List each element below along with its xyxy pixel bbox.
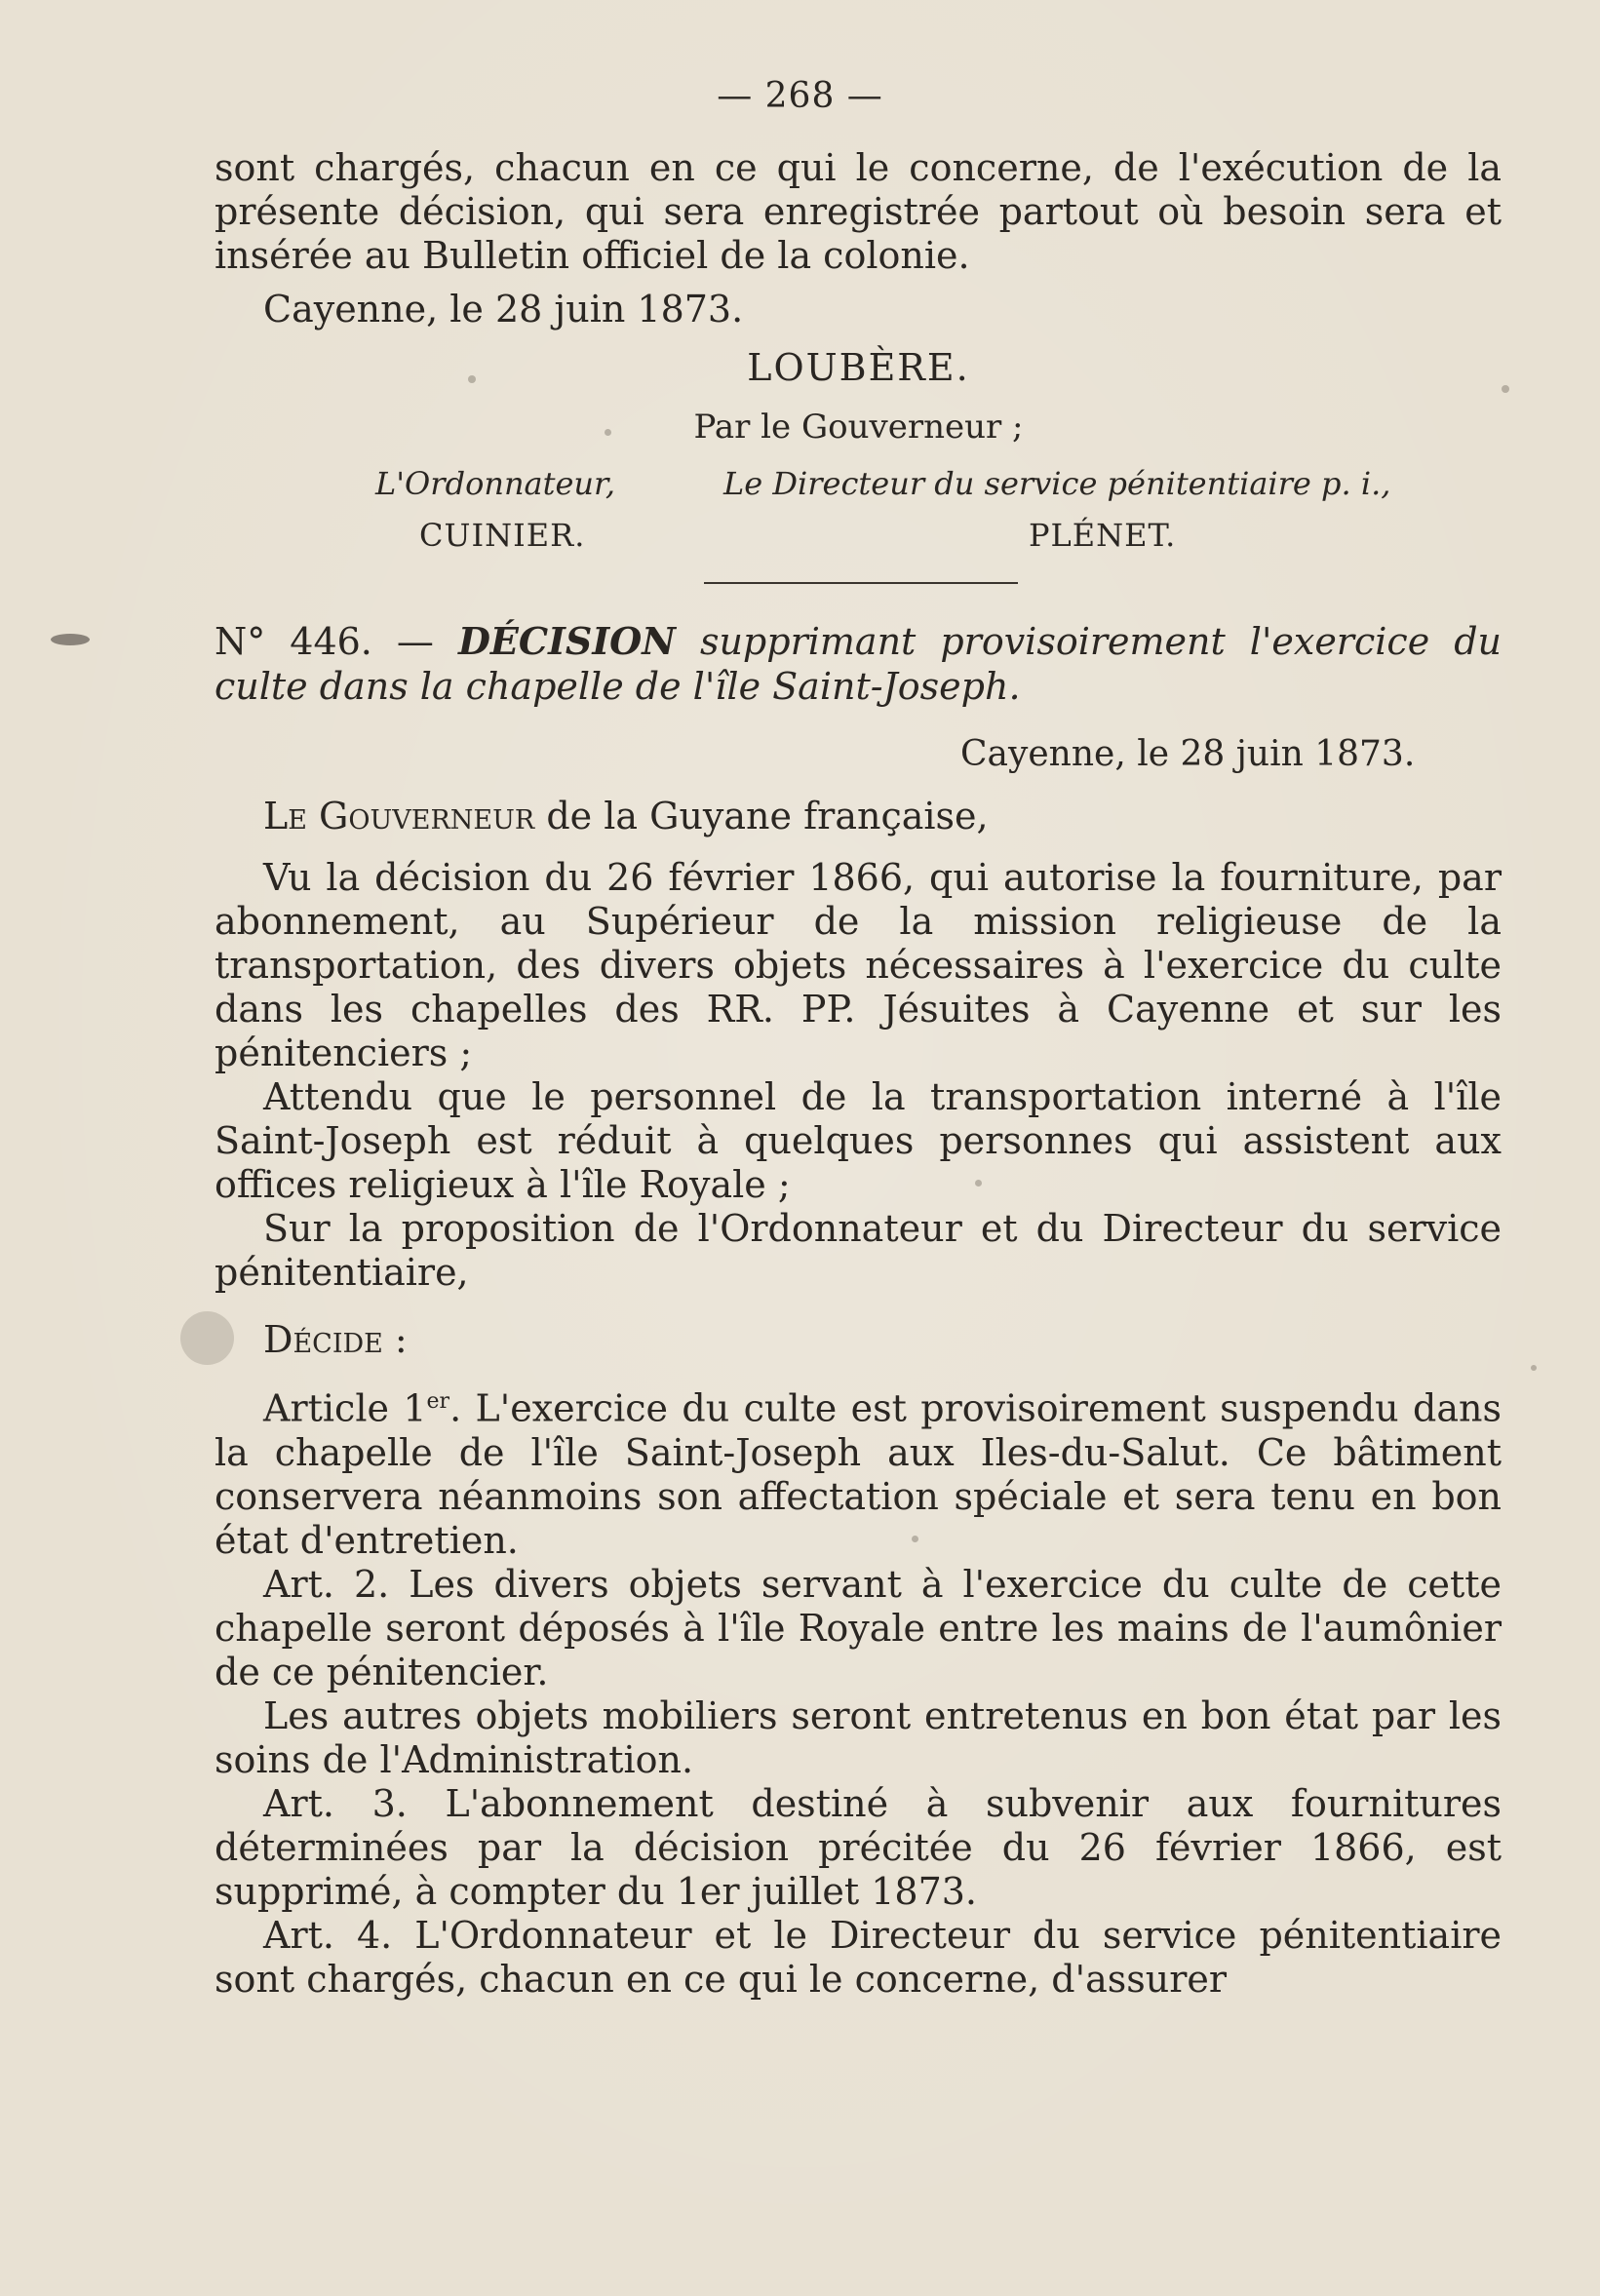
scan-speck bbox=[975, 1180, 982, 1187]
scan-speck bbox=[605, 429, 611, 436]
decision-number: N° 446. bbox=[215, 620, 372, 663]
article-paragraph bbox=[215, 1914, 1502, 2002]
section-divider bbox=[704, 582, 1018, 584]
intro-paragraph-block bbox=[215, 146, 1502, 278]
authority-block bbox=[215, 795, 1502, 838]
decision-title-rest: supprimant provisoirement l'exercice du culte dans la chapelle de l'île Saint-Joseph. bbox=[215, 620, 1502, 708]
article-label: Article 1 bbox=[263, 1386, 427, 1430]
decision-keyword: DÉCISION bbox=[457, 619, 676, 663]
article-paragraph bbox=[215, 1380, 1502, 1563]
decision-heading-block bbox=[215, 619, 1502, 709]
scan-smudge bbox=[180, 1311, 234, 1365]
right-signatory-title: Le Directeur du service pénitentiaire p. i., bbox=[723, 465, 1391, 502]
by-line: Par le Gouverneur ; bbox=[693, 408, 1024, 447]
scan-speck bbox=[1531, 1365, 1537, 1371]
article-text: L'Ordonnateur et le Directeur du service pénitentiaire sont chargés, chacun en ce qui le concerne, d'assurer bbox=[215, 1913, 1502, 2001]
authority-line bbox=[215, 795, 1502, 838]
left-signatory-name: CUINIER. bbox=[419, 517, 586, 554]
decides-label: Décide : bbox=[263, 1318, 408, 1361]
authority-rest: de la Guyane française, bbox=[534, 795, 989, 837]
scan-speck bbox=[1502, 385, 1509, 393]
consideration-item: Vu la décision du 26 février 1866, qui autorise la fourniture, par abonnement, au Supérieur de la mission religieuse de la transportation, des divers objets nécessaires à l'exercice du culte dans les chapelles des RR. PP. Jésuites à Cayenne et sur les pénitenciers ; bbox=[215, 856, 1502, 1074]
article-paragraph bbox=[215, 1563, 1502, 1694]
second-date-line: Cayenne, le 28 juin 1873. bbox=[960, 734, 1416, 774]
consideration-item: Attendu que le personnel de la transportation interné à l'île Saint-Joseph est réduit à quelques personnes qui assistent aux offices religieux à l'île Royale ; bbox=[215, 1075, 1502, 1206]
decision-heading bbox=[215, 619, 1502, 709]
article-label: Art. 2. bbox=[263, 1562, 390, 1606]
article-text: Les autres objets mobiliers seront entretenus en bon état par les soins de l'Administration. bbox=[215, 1693, 1502, 1781]
intro-paragraph: sont chargés, chacun en ce qui le concerne, de l'exécution de la présente décision, qui sera enregistrée partout où besoin sera et insérée au Bulletin officiel de la colonie. bbox=[215, 146, 1502, 277]
decides-block bbox=[215, 1318, 1502, 1362]
decision-dash: — bbox=[371, 620, 458, 663]
scan-mark bbox=[51, 634, 90, 645]
page-number: — 268 — bbox=[717, 76, 883, 116]
right-signatory-name: PLÉNET. bbox=[1029, 517, 1177, 554]
article-text: . L'exercice du culte est provisoirement suspendu dans la chapelle de l'île Saint-Joseph aux Iles-du-Salut. Ce bâtiment conservera néanmoins son affectation spéciale et sera tenu en bon état d'entretien. bbox=[215, 1386, 1502, 1562]
signatory-name: LOUBÈRE. bbox=[747, 346, 970, 389]
left-signatory-title: L'Ordonnateur, bbox=[375, 465, 615, 502]
article-paragraph bbox=[215, 1782, 1502, 1914]
article-text: L'abonnement destiné à subvenir aux fournitures déterminées par la décision précitée du 26 février 1866, est supprimé, à compter du 1er juillet 1873. bbox=[215, 1781, 1502, 1913]
article-label: Art. 3. bbox=[263, 1781, 408, 1825]
authority-name: Le Gouverneur bbox=[263, 795, 535, 837]
articles-block bbox=[215, 1380, 1502, 2002]
first-date-line: Cayenne, le 28 juin 1873. bbox=[263, 288, 744, 331]
first-date-block bbox=[215, 288, 1502, 331]
article-text: Les divers objets servant à l'exercice du culte de cette chapelle seront déposés à l'île Royale entre les mains de l'aumônier de ce pénitencier. bbox=[215, 1562, 1502, 1693]
article-paragraph bbox=[215, 1694, 1502, 1782]
article-label: Art. 4. bbox=[263, 1913, 393, 1957]
scan-speck bbox=[468, 375, 476, 383]
scan-speck bbox=[912, 1536, 918, 1542]
consideration-item: Sur la proposition de l'Ordonnateur et du Directeur du service pénitentiaire, bbox=[215, 1207, 1502, 1294]
considerations-block bbox=[215, 856, 1502, 1295]
article-sup: er bbox=[426, 1389, 450, 1414]
